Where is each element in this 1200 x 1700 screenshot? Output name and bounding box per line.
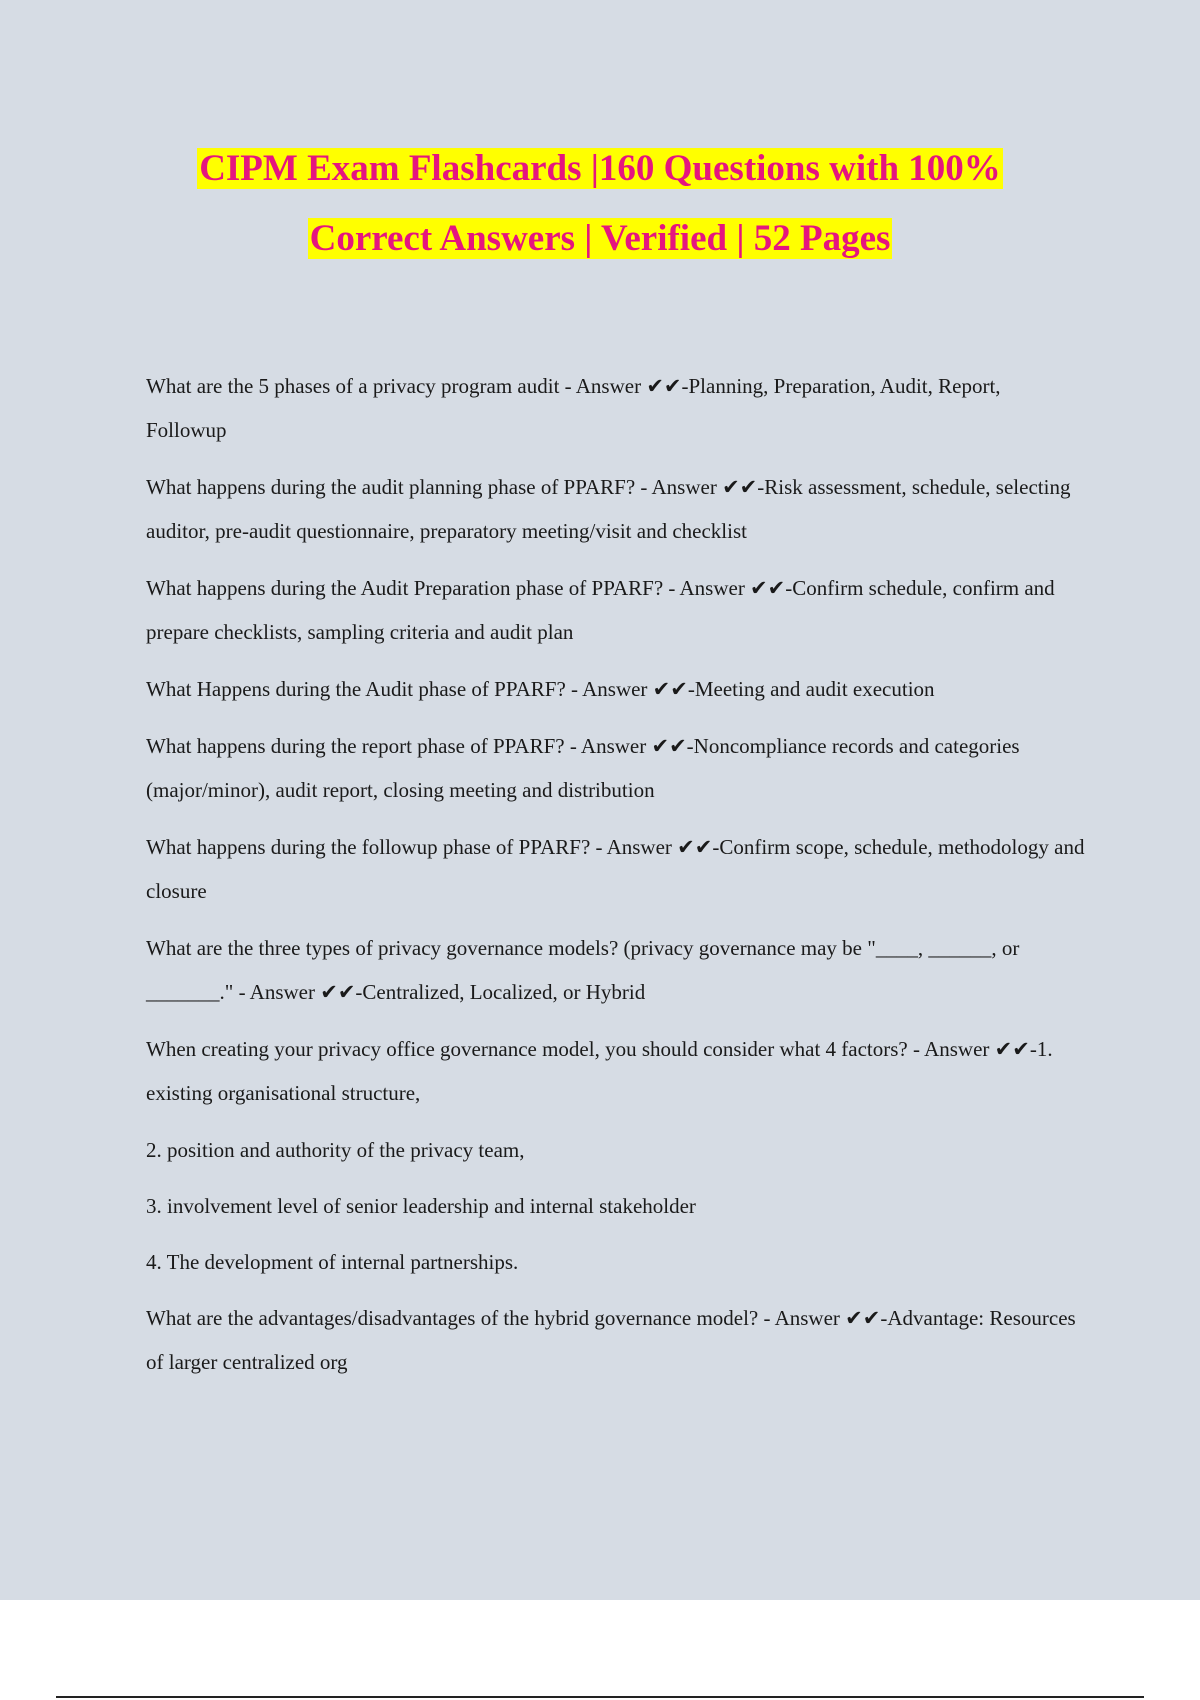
title-line-2: Correct Answers | Verified | 52 Pages [309, 218, 891, 259]
flashcard-audit-phase: What Happens during the Audit phase of PPARF? - Answer ✔✔-Meeting and audit execution [146, 677, 935, 701]
flashcard-report-phase: What happens during the report phase of PPARF? - Answer ✔✔-Noncompliance records and categories (major/minor), audit report, closing meeting and distribution [146, 734, 1020, 802]
factor-item-2: 2. position and authority of the privacy team, [146, 1138, 525, 1162]
factor-item-4: 4. The development of internal partnerships. [146, 1250, 519, 1274]
flashcard-planning-phase: What happens during the audit planning phase of PPARF? - Answer ✔✔-Risk assessment, schedule, selecting auditor, pre-audit questionnaire, preparatory meeting/visit and checklist [146, 475, 1071, 543]
flashcard-list [146, 364, 1086, 1397]
factor-item-3: 3. involvement level of senior leadership and internal stakeholder [146, 1194, 696, 1218]
flashcard-audit-phases: What are the 5 phases of a privacy program audit - Answer ✔✔-Planning, Preparation, Audit, Report, Followup [146, 374, 1001, 442]
flashcard-governance-factors: When creating your privacy office governance model, you should consider what 4 factors? - Answer ✔✔-1. existing organisational structure, [146, 1037, 1053, 1105]
flashcard-preparation-phase: What happens during the Audit Preparation phase of PPARF? - Answer ✔✔-Confirm schedule, confirm and prepare checklists, sampling criteria and audit plan [146, 576, 1055, 644]
title-line-1: CIPM Exam Flashcards |160 Questions with 100% [199, 148, 1001, 189]
flashcard-hybrid-model: What are the advantages/disadvantages of the hybrid governance model? - Answer ✔✔-Advantage: Resources of larger centralized org [146, 1306, 1076, 1374]
page-divider [56, 1696, 1144, 1698]
flashcard-followup-phase: What happens during the followup phase of PPARF? - Answer ✔✔-Confirm scope, schedule, methodology and closure [146, 835, 1085, 903]
document-title [0, 134, 1200, 274]
flashcard-governance-models: What are the three types of privacy governance models? (privacy governance may be "____, ______, or _______." - Answer ✔✔-Centralized, Localized, or Hybrid [146, 936, 1020, 1004]
